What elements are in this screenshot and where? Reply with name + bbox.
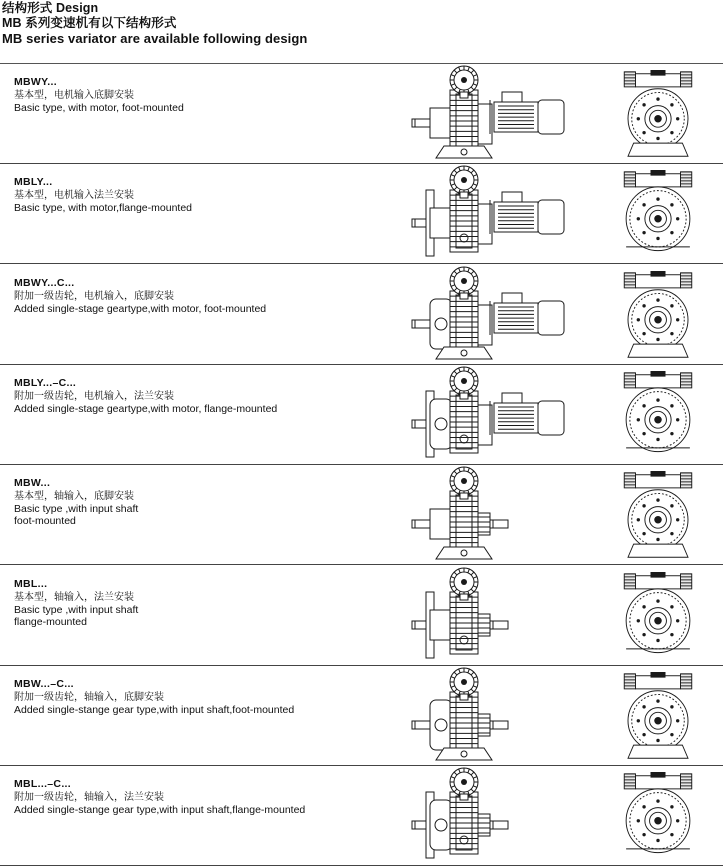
- description-en: Basic type ,with input shaft: [14, 603, 139, 616]
- description-en: Basic type, with motor,flange-mounted: [14, 202, 193, 215]
- description-en: Basic type ,with input shaft: [14, 503, 139, 516]
- front-view-drawing: [608, 471, 708, 561]
- design-row: [0, 365, 723, 465]
- model-code: MBL...: [14, 577, 48, 590]
- design-row: [0, 766, 723, 866]
- front-view-drawing: [608, 271, 708, 361]
- description-en-line2: flange-mounted: [14, 615, 87, 628]
- header-subtitle-en: MB series variator are available following design: [2, 31, 308, 46]
- side-view-drawing: [410, 670, 620, 760]
- design-row: [0, 566, 723, 666]
- side-view-drawing: [410, 469, 620, 559]
- design-row-text: [14, 578, 138, 628]
- design-row: [0, 64, 723, 164]
- description-cn: 附加一级齿轮，轴输入，法兰安装: [14, 792, 164, 804]
- front-view-drawing: [608, 572, 708, 662]
- description-cn: 附加一级齿轮，电机输入，底脚安装: [14, 290, 174, 302]
- description-en-line2: foot-mounted: [14, 515, 76, 528]
- description-en: Added single-stange gear type,with input shaft,flange-mounted: [14, 804, 306, 817]
- model-code: MBWY...C...: [14, 276, 75, 289]
- design-row: [0, 164, 723, 264]
- front-view-drawing: [608, 772, 708, 862]
- side-view-drawing: [410, 369, 620, 459]
- side-view-drawing: [410, 68, 620, 158]
- header-title: 结构形式 Design: [2, 1, 99, 15]
- front-view-drawing: [608, 371, 708, 461]
- design-row-text: [14, 477, 138, 527]
- front-view-drawing: [608, 70, 708, 160]
- side-view-drawing: [410, 770, 620, 860]
- description-cn: 基本型，电机输入底脚安装: [14, 90, 134, 101]
- description-cn: 基本型，轴输入，底脚安装: [14, 491, 134, 503]
- design-row: [0, 465, 723, 565]
- page-header: [2, 1, 307, 46]
- design-row-text: [14, 377, 277, 415]
- design-row-text: [14, 778, 305, 816]
- description-cn: 附加一级齿轮，电机输入，法兰安装: [14, 390, 174, 402]
- design-row-text: [14, 678, 294, 716]
- model-code: MBW...–C...: [14, 677, 74, 690]
- model-code: MBL...–C...: [14, 778, 71, 791]
- model-code: MBW...: [14, 477, 51, 490]
- description-en: Basic type, with motor, foot-mounted: [14, 102, 184, 114]
- front-view-drawing: [608, 170, 708, 260]
- side-view-drawing: [410, 269, 620, 359]
- description-en: Added single-stage geartype,with motor, foot-mounted: [14, 302, 267, 315]
- design-row-text: [14, 76, 184, 114]
- description-cn: 基本型，电机输入法兰安装: [14, 190, 134, 202]
- model-code: MBLY...: [14, 176, 53, 189]
- side-view-drawing: [410, 570, 620, 660]
- side-view-drawing: [410, 168, 620, 258]
- description-cn: 基本型，轴输入，法兰安装: [14, 591, 134, 603]
- design-row: [0, 265, 723, 365]
- design-row-text: [14, 176, 192, 214]
- description-cn: 附加一级齿轮，轴输入，底脚安装: [14, 691, 164, 703]
- header-subtitle-cn: MB 系列变速机有以下结构形式: [2, 16, 177, 30]
- front-view-drawing: [608, 672, 708, 762]
- design-row-text: [14, 277, 266, 315]
- model-code: MBWY...: [14, 76, 57, 88]
- description-en: Added single-stage geartype,with motor, flange-mounted: [14, 402, 278, 415]
- description-en: Added single-stange gear type,with input shaft,foot-mounted: [14, 703, 295, 716]
- design-row: [0, 666, 723, 766]
- model-code: MBLY...–C...: [14, 376, 77, 389]
